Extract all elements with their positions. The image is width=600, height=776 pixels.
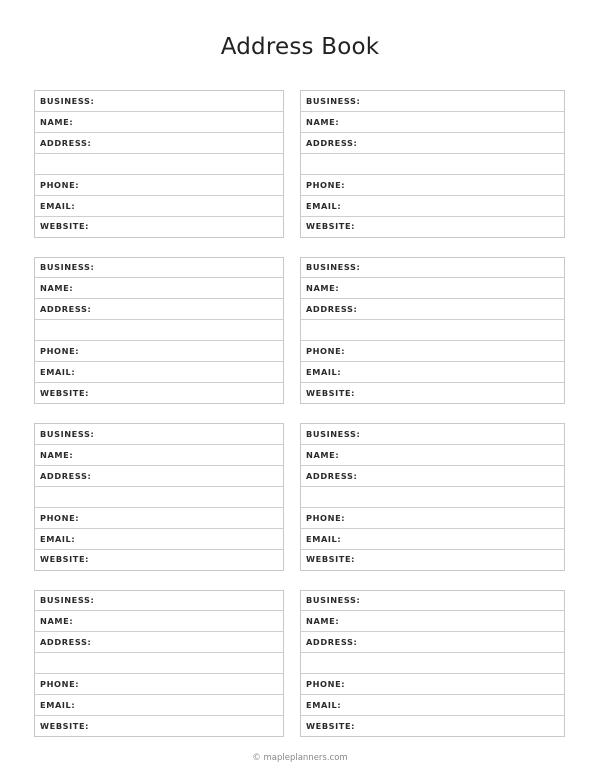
name-field[interactable]: NAME: — [35, 611, 283, 632]
business-field[interactable]: BUSINESS: — [35, 258, 283, 279]
address-field[interactable]: ADDRESS: — [301, 632, 564, 653]
address-card — [300, 590, 565, 738]
website-field[interactable]: WEBSITE: — [306, 554, 356, 565]
address-line-2-field[interactable] — [35, 487, 283, 508]
business-field[interactable]: BUSINESS: — [301, 91, 564, 112]
name-field[interactable]: NAME: — [301, 611, 564, 632]
address-field[interactable]: ADDRESS: — [35, 299, 283, 320]
address-line-2-field[interactable] — [35, 653, 283, 674]
address-line-2-field[interactable] — [35, 154, 283, 175]
copyright-footer: © mapleplanners.com — [252, 753, 348, 763]
phone-field[interactable]: PHONE: — [301, 674, 564, 695]
email-field[interactable]: EMAIL: — [301, 695, 564, 716]
email-field[interactable]: EMAIL: — [301, 196, 564, 217]
phone-field[interactable]: PHONE: — [301, 341, 564, 362]
website-field[interactable]: WEBSITE: — [40, 554, 90, 565]
phone-field[interactable]: PHONE: — [35, 508, 283, 529]
website-field[interactable]: WEBSITE: — [306, 387, 356, 398]
business-field[interactable]: BUSINESS: — [35, 424, 283, 445]
email-field[interactable]: EMAIL: — [301, 362, 564, 383]
address-card — [34, 423, 284, 571]
address-card — [34, 90, 284, 238]
address-field[interactable]: ADDRESS: — [301, 466, 564, 487]
email-field[interactable]: EMAIL: — [35, 362, 283, 383]
email-field[interactable]: EMAIL: — [35, 529, 283, 550]
address-line-2-field[interactable] — [35, 320, 283, 341]
address-field[interactable]: ADDRESS: — [35, 133, 283, 154]
page-title: Address Book — [220, 34, 380, 60]
address-card — [34, 590, 284, 738]
name-field[interactable]: NAME: — [301, 112, 564, 133]
address-card — [34, 257, 284, 405]
phone-field[interactable]: PHONE: — [35, 341, 283, 362]
address-field[interactable]: ADDRESS: — [35, 466, 283, 487]
address-card — [300, 257, 565, 405]
website-field[interactable]: WEBSITE: — [306, 720, 356, 731]
business-field[interactable]: BUSINESS: — [35, 91, 283, 112]
email-field[interactable]: EMAIL: — [35, 196, 283, 217]
address-card-grid — [34, 90, 565, 737]
address-field[interactable]: ADDRESS: — [301, 299, 564, 320]
address-line-2-field[interactable] — [301, 154, 564, 175]
email-field[interactable]: EMAIL: — [35, 695, 283, 716]
address-line-2-field[interactable] — [301, 320, 564, 341]
phone-field[interactable]: PHONE: — [35, 175, 283, 196]
address-card — [300, 423, 565, 571]
business-field[interactable]: BUSINESS: — [35, 591, 283, 612]
phone-field[interactable]: PHONE: — [301, 508, 564, 529]
website-field[interactable]: WEBSITE: — [306, 221, 356, 232]
phone-field[interactable]: PHONE: — [35, 674, 283, 695]
website-field[interactable]: WEBSITE: — [40, 720, 90, 731]
name-field[interactable]: NAME: — [35, 278, 283, 299]
address-line-2-field[interactable] — [301, 653, 564, 674]
name-field[interactable]: NAME: — [35, 112, 283, 133]
website-field[interactable]: WEBSITE: — [40, 221, 90, 232]
website-field[interactable]: WEBSITE: — [40, 387, 90, 398]
name-field[interactable]: NAME: — [301, 445, 564, 466]
address-line-2-field[interactable] — [301, 487, 564, 508]
address-field[interactable]: ADDRESS: — [35, 632, 283, 653]
phone-field[interactable]: PHONE: — [301, 175, 564, 196]
name-field[interactable]: NAME: — [35, 445, 283, 466]
address-field[interactable]: ADDRESS: — [301, 133, 564, 154]
email-field[interactable]: EMAIL: — [301, 529, 564, 550]
address-card — [300, 90, 565, 238]
business-field[interactable]: BUSINESS: — [301, 258, 564, 279]
business-field[interactable]: BUSINESS: — [301, 591, 564, 612]
business-field[interactable]: BUSINESS: — [301, 424, 564, 445]
name-field[interactable]: NAME: — [301, 278, 564, 299]
